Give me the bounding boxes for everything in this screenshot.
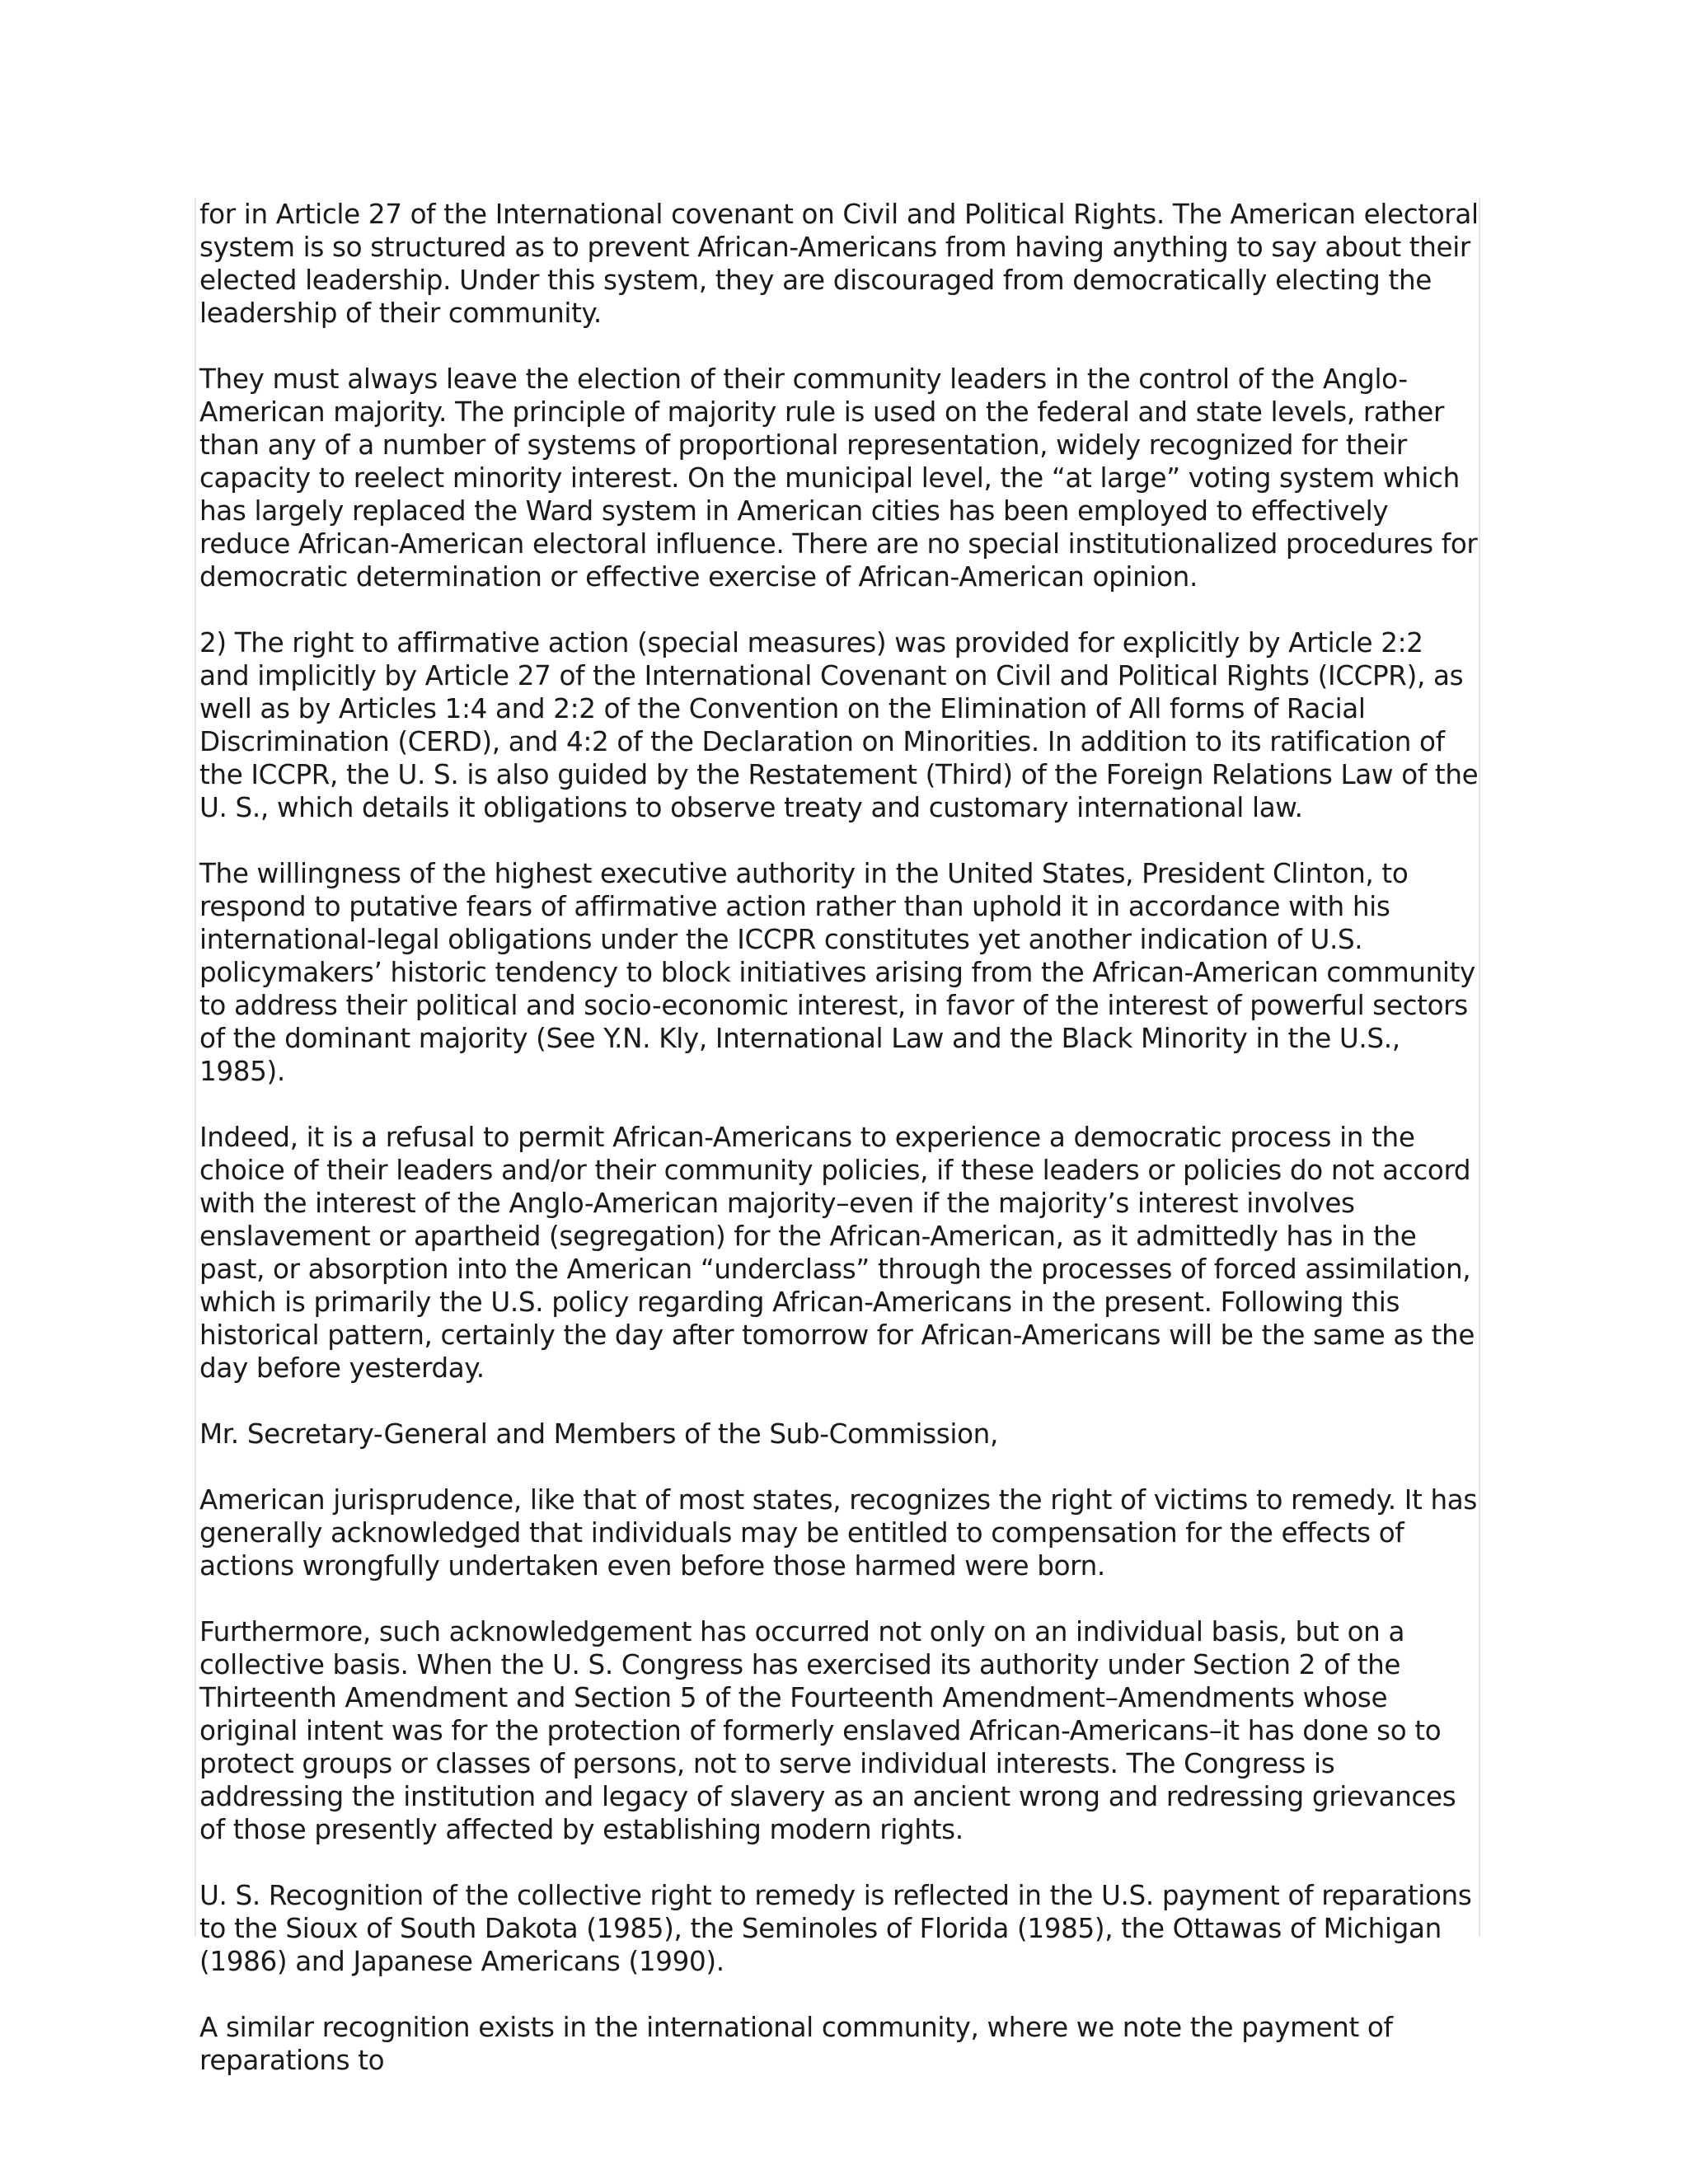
- paragraph-community-leaders-majority-rule: They must always leave the election of their community leaders in the control of the Anglo-American majority. The principle of majority rule is used on the federal and state levels, rather than any of a number of systems of proportional representation, widely recognized for their capacity to reelect minority interest. On the municipal level, the “at large” voting system which has largely replaced the Ward system in American cities has been employed to effectively reduce African-American electoral influence. There are no special institutionalized procedures for democratic determination or effective exercise of African-American opinion.: [199, 363, 1478, 593]
- paragraph-article-27-electoral-system: for in Article 27 of the International covenant on Civil and Political Rights. The American electoral system is so structured as to prevent African-Americans from having anything to say about their elected leadership. Under this system, they are discouraged from democratically electing the leadership of their community.: [199, 199, 1479, 329]
- text-column: [195, 198, 1480, 2076]
- paragraph-right-to-remedy: American jurisprudence, like that of most states, recognizes the right of victims to remedy. It has generally acknowledged that individuals may be entitled to compensation for the effects of actions wrongfully undertaken even before those harmed were born.: [199, 1484, 1478, 1582]
- paragraph-democratic-process-refusal: Indeed, it is a refusal to permit African-Americans to experience a democratic process in the choice of their leaders and/or their community policies, if these leaders or policies do not accord with the interest of the Anglo-American majority–even if the majority’s interest involves enslavement or apartheid (segregation) for the African-American, as it admittedly has in the past, or absorption into the American “underclass” through the processes of forced assimilation, which is primarily the U.S. policy regarding African-Americans in the present. Following this historical pattern, certainly the day after tomorrow for African-Americans will be the same as the day before yesterday.: [199, 1122, 1475, 1384]
- paragraph-salutation: Mr. Secretary-General and Members of the Sub-Commission,: [199, 1418, 998, 1450]
- paragraph-right-to-affirmative-action: 2) The right to affirmative action (special measures) was provided for explicitly by Article 2:2 and implicitly by Article 27 of the International Covenant on Civil and Political Rights (ICCPR), as well as by Articles 1:4 and 2:2 of the Convention on the Elimination of All forms of Racial Discrimination (CERD), and 4:2 of the Declaration on Minorities. In addition to its ratification of the ICCPR, the U. S. is also guided by the Restatement (Third) of the Foreign Relations Law of the U. S., which details it obligations to observe treaty and customary international law.: [199, 627, 1479, 823]
- paragraph-international-recognition: A similar recognition exists in the international community, where we note the payment of reparations to: [199, 2012, 1393, 2076]
- paragraph-us-reparations: U. S. Recognition of the collective right to remedy is reflected in the U.S. payment of reparations to the Sioux of South Dakota (1985), the Seminoles of Florida (1985), the Ottawas of Michigan (1986) and Japanese Americans (1990).: [199, 1880, 1472, 1977]
- paragraph-collective-basis: Furthermore, such acknowledgement has occurred not only on an individual basis, but on a collective basis. When the U. S. Congress has exercised its authority under Section 2 of the Thirteenth Amendment and Section 5 of the Fourteenth Amendment–Amendments whose original intent was for the protection of formerly enslaved African-Americans–it has done so to protect groups or classes of persons, not to serve individual interests. The Congress is addressing the institution and legacy of slavery as an ancient wrong and redressing grievances of those presently affected by establishing modern rights.: [199, 1616, 1456, 1845]
- paragraph-president-clinton: The willingness of the highest executive authority in the United States, President Clinton, to respond to putative fears of affirmative action rather than uphold it in accordance with his international-legal obligations under the ICCPR constitutes yet another indication of U.S. policymakers’ historic tendency to block initiatives arising from the African-American community to address their political and socio-economic interest, in favor of the interest of powerful sectors of the dominant majority (See Y.N. Kly, International Law and the Black Minority in the U.S., 1985).: [199, 858, 1475, 1087]
